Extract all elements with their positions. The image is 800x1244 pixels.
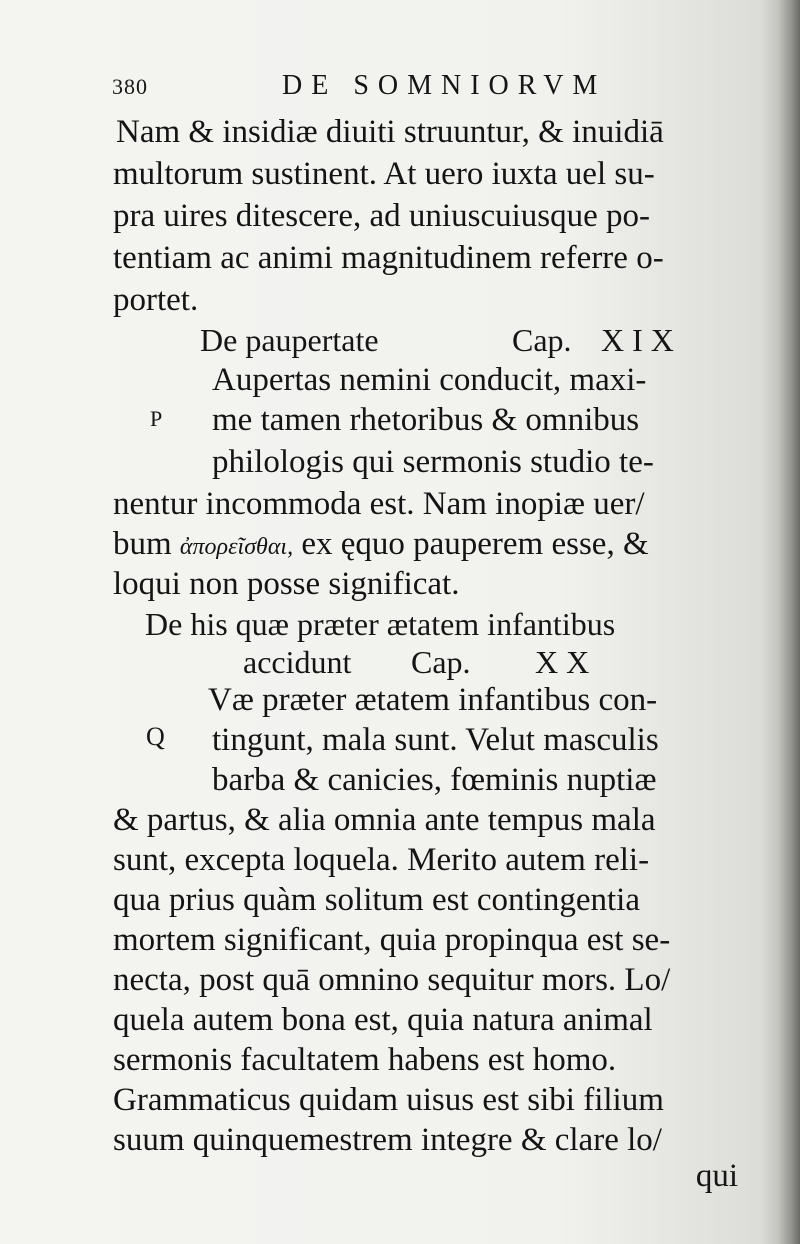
guide-letter-p: P xyxy=(150,406,163,431)
text-line-5: portet. xyxy=(113,282,199,318)
ch20-line-1: Væ præter ætatem infantibus con- xyxy=(208,682,658,718)
ch19-line-6: loqui non posse significat. xyxy=(113,566,460,602)
ch19-line-5-rest: ex ęquo pauperem esse, & xyxy=(293,526,649,562)
ch20-line-3: barba & canicies, fœminis nuptiæ xyxy=(212,762,657,798)
chapter-20-cap: Cap. xyxy=(411,644,471,680)
ch20-line-5: sunt, excepta loquela. Merito autem reli- xyxy=(113,842,650,878)
text-line-4: tentiam ac animi magnitudinem referre o- xyxy=(113,240,664,276)
chapter-20-title-2: accidunt xyxy=(243,644,352,680)
text-line-3: pra uires ditescere, ad uniuscuiusque po- xyxy=(113,198,650,234)
ch19-line-4: nentur incommoda est. Nam inopiæ uer/ xyxy=(113,486,645,522)
ch20-line-10: sermonis facultatem habens est homo. xyxy=(113,1042,617,1078)
ch20-line-8: necta, post quā omnino sequitur mors. Lo/ xyxy=(113,962,671,998)
ch20-line-11: Grammaticus quidam uisus est sibi filium xyxy=(113,1082,664,1118)
ch19-line-3: philologis qui sermonis studio te- xyxy=(212,444,654,480)
text-line-1: Nam & insidiæ diuiti struuntur, & inuidiā xyxy=(116,114,664,150)
guide-letter-q: Q xyxy=(146,722,165,751)
text-line-2: multorum sustinent. At uero iuxta uel su- xyxy=(113,156,655,192)
ch20-line-9: quela autem bona est, quia natura animal xyxy=(113,1002,653,1038)
word-bum: bum xyxy=(113,526,172,562)
page-number: 380 xyxy=(112,74,148,99)
chapter-20-number: XX xyxy=(535,644,598,680)
page-edge-shadow xyxy=(778,0,800,1244)
ch20-line-12: suum quinquemestrem integre & clare lo/ xyxy=(113,1122,662,1158)
ch19-line-5 xyxy=(113,524,649,567)
greek-word: ἀπορεῖσθαι, xyxy=(179,534,294,560)
ch20-line-4: & partus, & alia omnia ante tempus mala xyxy=(113,802,656,838)
ch20-line-2: tingunt, mala sunt. Velut masculis xyxy=(212,722,659,758)
page-header xyxy=(112,68,732,108)
ch19-line-2: me tamen rhetoribus & omnibus xyxy=(212,402,640,438)
chapter-19-title: De paupertate xyxy=(200,322,379,358)
ch20-line-7: mortem significant, quia propinqua est se- xyxy=(113,922,671,958)
catchword: qui xyxy=(695,1158,738,1194)
running-title: DE SOMNIORVM xyxy=(282,70,607,101)
chapter-20-title: De his quæ præter ætatem infantibus xyxy=(145,606,616,642)
chapter-19-number: XIX xyxy=(601,322,682,358)
ch19-line-1: Aupertas nemini conducit, maxi- xyxy=(212,362,647,398)
ch20-line-6: qua prius quàm solitum est contingentia xyxy=(113,882,641,918)
chapter-19-cap: Cap. xyxy=(512,322,572,358)
